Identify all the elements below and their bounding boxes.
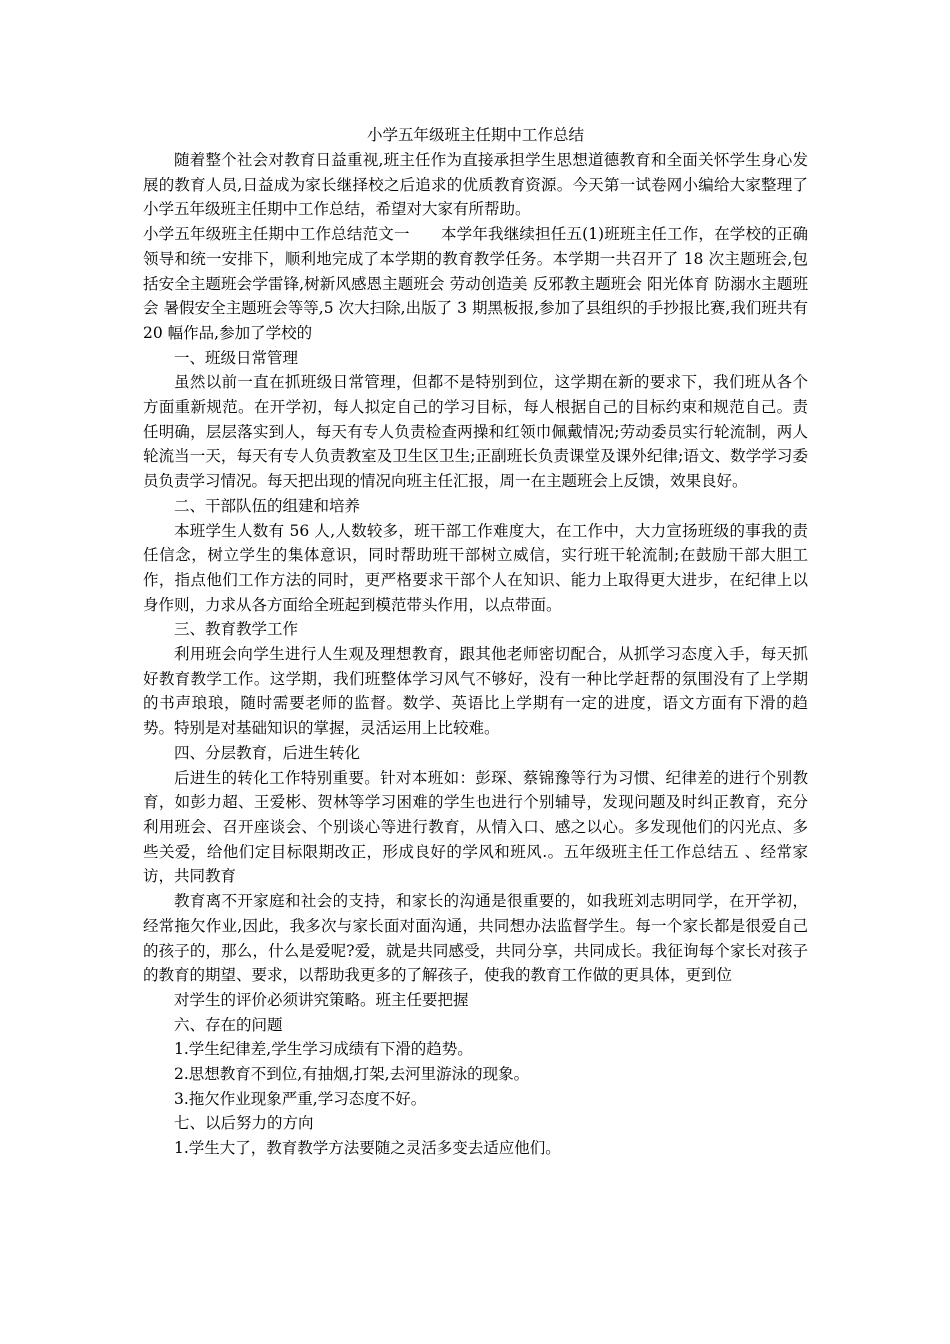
section3-heading: 三、教育教学工作: [174, 620, 299, 639]
section6-item: 3.拖欠作业现象严重,学习态度不好。: [174, 1089, 427, 1108]
section7-item: 1.学生大了，教育教学方法要随之灵活多变去适应他们。: [174, 1139, 561, 1158]
section1-heading: 一、班级日常管理: [174, 348, 299, 367]
document-page: [143, 122, 808, 1161]
section2-heading: 二、干部队伍的组建和培养: [174, 496, 361, 515]
intro-paragraph: 随着整个社会对教育日益重视,班主任作为直接承担学生思想道德教育和全面关怀学生身心发展的教育人员,日益成为家长继择校之后追求的优质教育资源。今天第一试卷网小编给大家整理了小学五年级班主任期中工作总结，希望对大家有所帮助。: [143, 151, 808, 219]
section1-paragraph: 虽然以前一直在抓班级日常管理，但都不是特别到位，这学期在新的要求下，我们班从各个方面重新规范。在开学初，每人拟定自己的学习目标，每人根据自己的目标约束和规范自己。责任明确，层层落实到人，每天有专人负责检查两操和红领巾佩戴情况;劳动委员实行轮流制，两人轮流当一天，每天有专人负责教室及卫生区卫生;正副班长负责课堂及课外纪律;语文、数学学习委员负责学习情况。每天把出现的情况向班主任汇报，周一在主题班会上反馈，效果良好。: [143, 373, 808, 491]
section6-heading: 六、存在的问题: [174, 1015, 283, 1034]
section6-item: 2.思想教育不到位,有抽烟,打架,去河里游泳的现象。: [174, 1065, 530, 1084]
section4-heading: 四、分层教育，后进生转化: [174, 743, 361, 762]
section3-paragraph: 利用班会向学生进行人生观及理想教育，跟其他老师密切配合，从抓学习态度入手，每天抓好教育教学工作。这学期，我们班整体学习风气不够好，没有一种比学赶帮的氛围没有了上学期的书声琅琅，随时需要老师的监督。数学、英语比上学期有一定的进度，语文方面有下滑的趋势。特别是对基础知识的掌握，灵活运用上比较难。: [143, 645, 808, 738]
section2-paragraph: 本班学生人数有 56 人,人数较多，班干部工作难度大，在工作中，大力宣扬班级的事我的责任信念，树立学生的集体意识，同时帮助班干部树立威信，实行班干轮流制;在鼓励干部大胆工作，指点他们工作方法的同时，更严格要求干部个人在知识、能力上取得更大进步，在纪律上以身作则，力求从各方面给全班起到模范带头作用，以点带面。: [143, 521, 808, 614]
section6-item: 1.学生纪律差,学生学习成绩有下滑的趋势。: [174, 1040, 473, 1059]
evaluation-line: 对学生的评价必须讲究策略。班主任要把握: [174, 990, 469, 1009]
section4-paragraph: 后进生的转化工作特别重要。针对本班如：彭琛、蔡锦豫等行为习惯、纪律差的进行个别教育，如彭力超、王爱彬、贺林等学习困难的学生也进行个别辅导，发现问题及时纠正教育，充分利用班会、召开座谈会、个别谈心等进行教育，从情入口、感之以心。多发现他们的闪光点、多些关爱，给他们定目标限期改正，形成良好的学风和班风.。五年级班主任工作总结五 、经常家访，共同教育: [143, 768, 808, 886]
sample-intro-paragraph: 小学五年级班主任期中工作总结范文一 本学年我继续担任五(1)班班主任工作，在学校的正确领导和统一安排下，顺利地完成了本学期的教育教学任务。本学期一共召开了 18 次主题班会,包括安全主题班会学雷锋,树新风感恩主题班会 劳动创造美 反邪教主题班会 阳光体育 防溺水主题班会 暑假安全主题班会等等,5 次大扫除,出版了 3 期黑板报,参加了县组织的手抄报比赛,我们班共有 20 幅作品,参加了学校的: [143, 225, 808, 342]
section7-heading: 七、以后努力的方向: [174, 1114, 314, 1133]
section5-paragraph: 教育离不开家庭和社会的支持，和家长的沟通是很重要的，如我班刘志明同学，在开学初，经常拖欠作业,因此，我多次与家长面对面沟通，共同想办法监督学生。每一个家长都是很爱自己的孩子的，那么，什么是爱呢?爱，就是共同感受，共同分享，共同成长。我征询每个家长对孩子的教育的期望、要求，以帮助我更多的了解孩子，使我的教育工作做的更具体，更到位: [143, 892, 808, 985]
document-title: 小学五年级班主任期中工作总结: [366, 126, 584, 144]
